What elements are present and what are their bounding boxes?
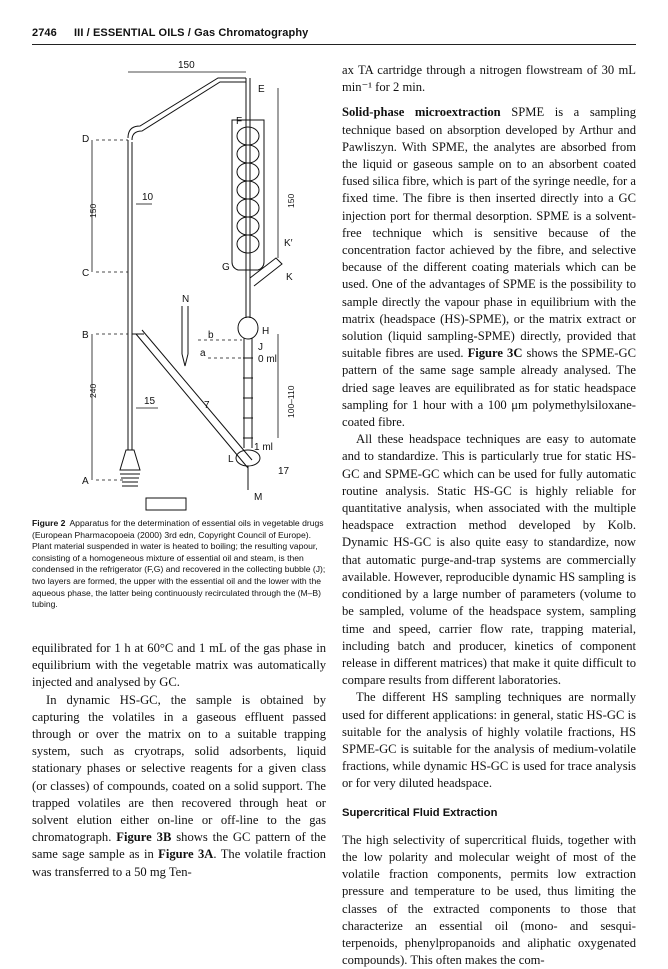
- left-p2-text-a: In dynamic HS-GC, the sample is obtained by capturing the volatiles in a gaseous effluent passed through or over the matrix on to a suitable trapping system, such as cryotraps, solid adsorbents, liquid stationary phases or selective reagents for a given class (or classes) of compounds, coated on a solid support. The trapped volatiles are then recovered through heat or solvent elution either on-line or off-line to the gas chromatograph.: [32, 692, 326, 845]
- label-k-prime: K′: [284, 238, 293, 249]
- spme-paragraph: [342, 104, 636, 431]
- figure-caption: [32, 518, 328, 611]
- running-title: III / ESSENTIAL OILS / Gas Chromatography: [74, 27, 309, 39]
- apparatus-drawing: [32, 58, 332, 512]
- side-arm-k: [250, 258, 282, 286]
- apparatus-figure: [32, 58, 332, 512]
- dim-100-110-label: 100–110: [286, 385, 296, 418]
- left-column: [32, 640, 326, 881]
- spme-text-b: shows the SPME-GC pattern of the same sage sample already analysed. The dried sage leaves are equilibrated as for static headspace sampling for 1 hour with a 100 μm polymethylsiloxane-coated fibre.: [342, 346, 636, 430]
- caption-label: Figure 2: [32, 518, 66, 528]
- running-head: [32, 27, 636, 39]
- label-e: E: [258, 84, 265, 95]
- left-p2-text-b: shows the GC pattern of the same sage sample as in: [32, 830, 326, 862]
- label-c: C: [82, 268, 90, 279]
- right-paragraph-3: The different HS sampling techniques are normally used for different applications: in general, static HS-GC is suitable for the analysis of highly volatile fractions, HS SPME-GC is suitable for the analysis of medium-volatile fractions, while dynamic HS-GC is used for trace analysis or for very diluted headspace.: [342, 690, 636, 791]
- right-column: [342, 62, 636, 969]
- label-one-ml: 1 ml: [254, 442, 273, 453]
- condenser-bulb: [237, 127, 259, 145]
- dim-top-label: 150: [178, 60, 195, 71]
- reservoir: [146, 498, 186, 510]
- label-l: L: [228, 454, 234, 465]
- dim-10-label: 10: [142, 192, 154, 203]
- label-d: D: [82, 134, 90, 145]
- label-b: B: [82, 330, 89, 341]
- label-g: G: [222, 262, 230, 273]
- spme-run-in-title: Solid-phase microextraction: [342, 105, 501, 120]
- right-paragraph-0: ax TA cartridge through a nitrogen flowstream of 30 mL min⁻¹ for 2 min.: [342, 63, 636, 95]
- left-paragraph-2: [32, 692, 326, 881]
- page-number: 2746: [32, 27, 57, 39]
- figure-3c-ref[interactable]: Figure 3C: [467, 346, 523, 361]
- left-paragraph-1: equilibrated for 1 h at 60°C and 1 mL of the gas phase in equilibrium with the vegetable matrix was automatically injected and analysed by GC.: [32, 641, 326, 690]
- dim-17-label: 17: [278, 466, 290, 477]
- label-n: N: [182, 294, 190, 305]
- right-paragraph-4: The high selectivity of supercritical fluids, together with the low polarity and molecular weight of most of the volatile fraction components, permits low extraction pressure and temperature to be used, thus limiting the classes of the extracted components to those that characterize an essential oil (mono- and sesqui-terpenoids, phenylpropanoids and aliphatic oxygenated compounds). This often makes the com-: [342, 832, 636, 968]
- figure-3b-ref[interactable]: Figure 3B: [116, 830, 172, 845]
- dim-7-label: 7: [204, 400, 210, 411]
- dim-240-label: 240: [88, 383, 98, 398]
- caption-text: Apparatus for the determination of essential oils in vegetable drugs (European Pharmacopoeia (2000) 3rd edn, Copyright Council of Europe). Plant material suspended in water is heated to boiling; the resulting vapour, consisting of a homogeneous mixture of essential oil and steam, is then condensed in the refrigerator (F,G) and recovered in the collecting bubble (J); two layers are formed, the upper with the essential oil and the lower with the aqueous phase, the latter being continuously recirculated through the (M–B) tubing.: [32, 518, 326, 610]
- label-f: F: [236, 116, 243, 127]
- figure-3a-ref[interactable]: Figure 3A: [158, 847, 214, 862]
- label-m: M: [254, 492, 263, 503]
- label-a: A: [82, 476, 89, 487]
- spme-text-a: SPME is a sampling technique based on absorption developed by Arthur and Pawliszyn. With SPME, the analytes are absorbed from the liquid or gaseous sample on to an absorbent coated fused silica fibre, which is part of the syringe needle, for a fixed time. The fibre is then inserted directly into a GC injection port for thermal desorption. SPME is a solvent-free technique which is sensitive because of the concentration factor achieved by the fibre, and selective because of the different coating materials which can be used. One of the advantages of SPME is the possibility to sample directly the vapour phase in equilibrium with the matrix (headspace (HS)-SPME), or the matrix extract or solution (liquid sampling-SPME) directly, provided that suitable fibres are used.: [342, 105, 636, 361]
- label-j: J: [258, 342, 263, 353]
- left-p2-text-c: . The volatile fraction was transferred to a 50 mg Ten-: [32, 847, 326, 879]
- label-a-lower: a: [200, 348, 206, 359]
- condenser-jacket: [232, 120, 264, 270]
- header-rule: [32, 44, 636, 45]
- label-k: K: [286, 272, 293, 283]
- label-h: H: [262, 326, 270, 337]
- right-paragraph-2: All these headspace techniques are easy to automate and to standardize. This is particularly true for static HS-GC and SPME-GC which can be used for fully automatic routine analysis. Static HS-GC is highly reliable for quantitative analysis, when associated with the multiple headspace extraction method developed by Kolb. Dynamic HS-GC is also quite easy to standardize, now that automatic purge-and-trap systems are commercially available. However, reproducible dynamic HS sampling is conditioned by a large number of parameters (volume to be sampled, volume of the headspace system, sampling time and speed, carrier flow rate, trapping material, including batch and producer, kinetics of component release in different matrices) that make it quite difficult to compare results from different laboratories.: [342, 432, 636, 688]
- dim-150-right-label: 150: [286, 193, 296, 208]
- dim-150-left-label: 150: [88, 203, 98, 218]
- label-zero-ml: 0 ml: [258, 354, 277, 365]
- section-heading: Supercritical Fluid Extraction: [342, 806, 498, 819]
- label-b-lower: b: [208, 330, 214, 341]
- joint-a: [120, 450, 140, 470]
- dim-15-label: 15: [144, 396, 156, 407]
- collecting-bubble: [238, 317, 258, 339]
